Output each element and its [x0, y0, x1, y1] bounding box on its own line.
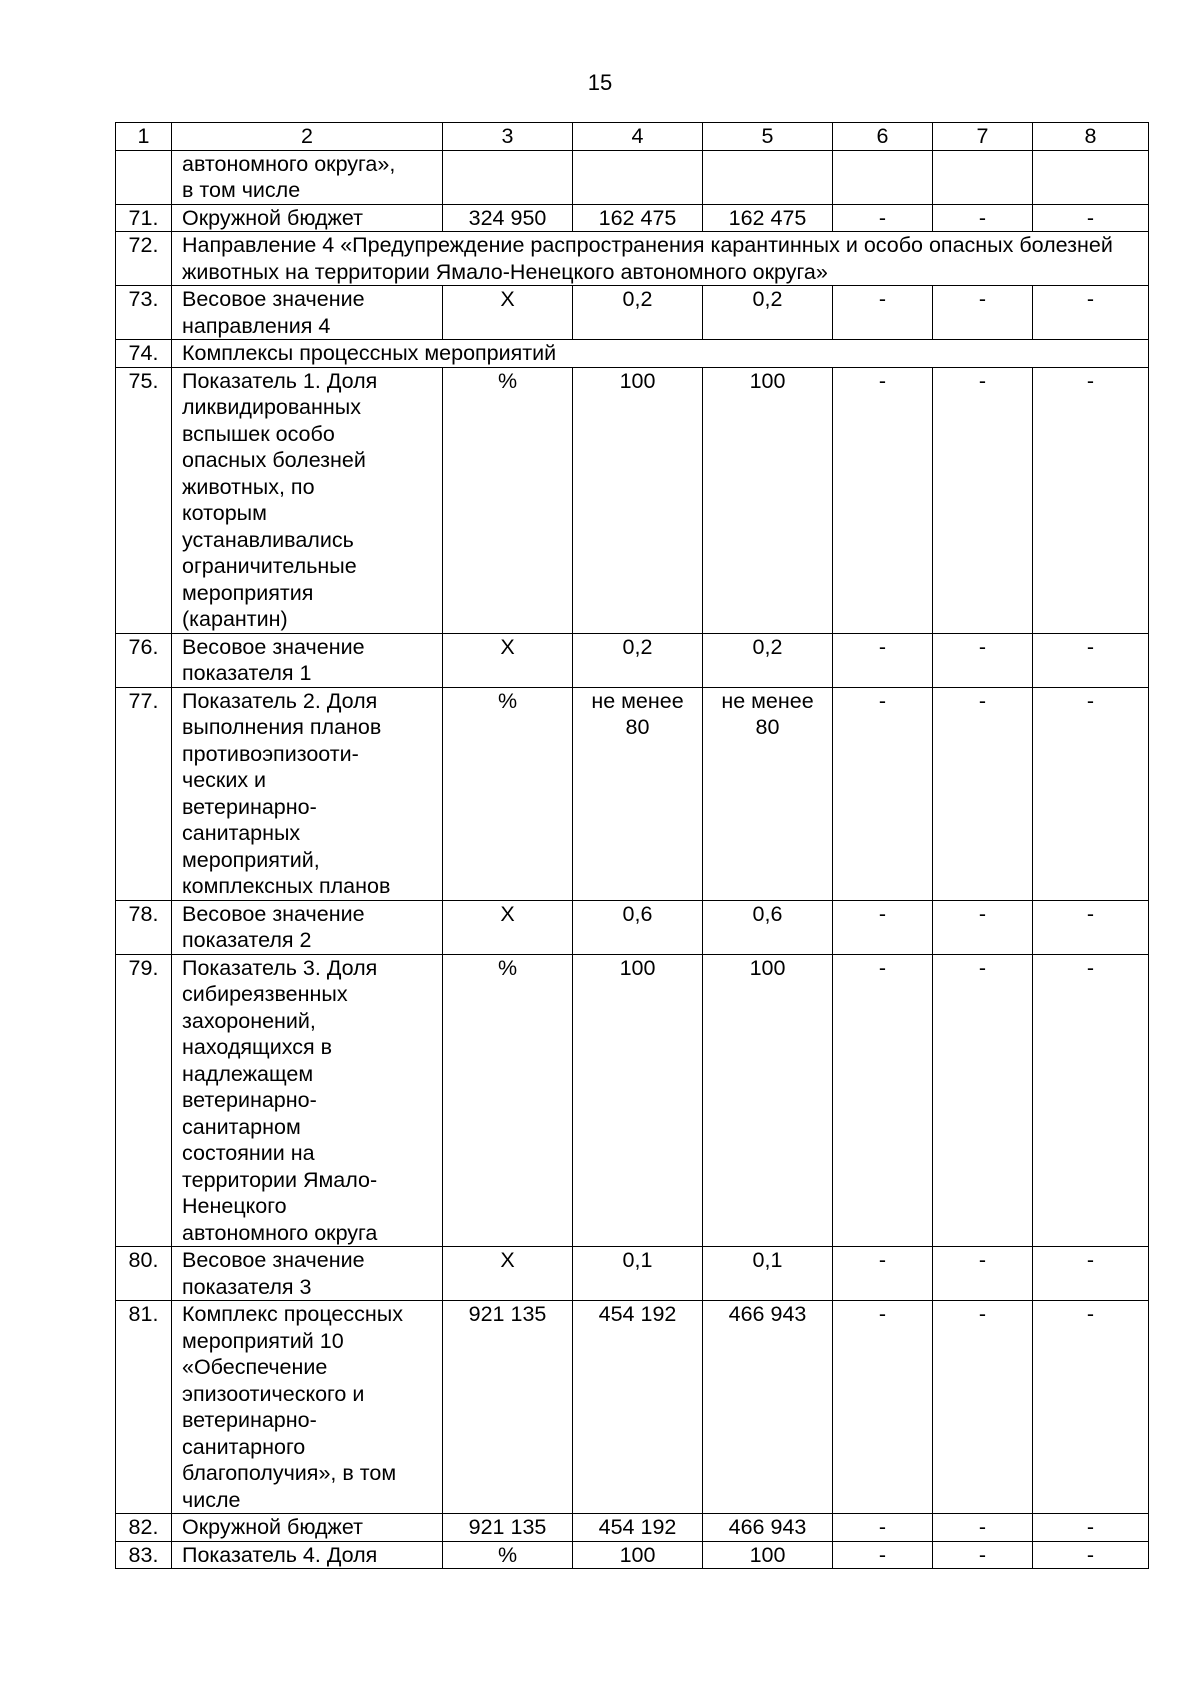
- table-row: [116, 1541, 1149, 1569]
- value-cell: [703, 150, 833, 204]
- value-cell: -: [833, 1247, 933, 1301]
- row-name: Весовое значение показателя 3: [172, 1247, 443, 1301]
- value-cell: Х: [443, 900, 573, 954]
- value-cell: не менее 80: [573, 687, 703, 900]
- row-number: 71.: [116, 204, 172, 232]
- value-cell: -: [933, 204, 1033, 232]
- row-number: 82.: [116, 1514, 172, 1542]
- table-row: [116, 1301, 1149, 1514]
- value-cell: 100: [703, 1541, 833, 1569]
- column-header: 6: [833, 123, 933, 151]
- row-name: Показатель 3. Доля сибиреязвенных захоронений, находящихся в надлежащем ветеринарно- санитарном состоянии на территории Ямало- Ненецкого автономного округа: [172, 954, 443, 1247]
- row-number: 79.: [116, 954, 172, 1247]
- value-cell: -: [933, 1541, 1033, 1569]
- row-number: 77.: [116, 687, 172, 900]
- column-header: 4: [573, 123, 703, 151]
- value-cell: 0,2: [703, 633, 833, 687]
- value-cell: не менее 80: [703, 687, 833, 900]
- value-cell: Х: [443, 1247, 573, 1301]
- value-cell: -: [933, 1301, 1033, 1514]
- row-number: 83.: [116, 1541, 172, 1569]
- value-cell: [833, 150, 933, 204]
- value-cell: 100: [703, 367, 833, 633]
- value-cell: -: [933, 900, 1033, 954]
- value-cell: 466 943: [703, 1301, 833, 1514]
- row-name: Весовое значение показателя 1: [172, 633, 443, 687]
- table-row: [116, 954, 1149, 1247]
- column-header: 2: [172, 123, 443, 151]
- row-name: Окружной бюджет: [172, 204, 443, 232]
- value-cell: -: [1033, 367, 1149, 633]
- value-cell: 100: [703, 954, 833, 1247]
- value-cell: 100: [573, 367, 703, 633]
- row-name: Весовое значение показателя 2: [172, 900, 443, 954]
- row-number: 80.: [116, 1247, 172, 1301]
- value-cell: 100: [573, 1541, 703, 1569]
- table-header-row: [116, 123, 1149, 151]
- section-heading: Комплексы процессных мероприятий: [172, 340, 1149, 368]
- value-cell: -: [933, 286, 1033, 340]
- value-cell: -: [833, 1514, 933, 1542]
- value-cell: [573, 150, 703, 204]
- value-cell: 921 135: [443, 1514, 573, 1542]
- value-cell: -: [933, 1247, 1033, 1301]
- value-cell: 0,2: [703, 286, 833, 340]
- table-row: [116, 150, 1149, 204]
- value-cell: -: [933, 633, 1033, 687]
- value-cell: 324 950: [443, 204, 573, 232]
- table-row: [116, 1247, 1149, 1301]
- row-number: 78.: [116, 900, 172, 954]
- row-number: [116, 150, 172, 204]
- section-heading: Направление 4 «Предупреждение распространения карантинных и особо опасных болезней животных на территории Ямало-Ненецкого автономного округа»: [172, 232, 1149, 286]
- column-header: 8: [1033, 123, 1149, 151]
- table-row: [116, 340, 1149, 368]
- value-cell: -: [1033, 1301, 1149, 1514]
- value-cell: Х: [443, 286, 573, 340]
- value-cell: -: [833, 687, 933, 900]
- row-number: 81.: [116, 1301, 172, 1514]
- value-cell: -: [833, 900, 933, 954]
- value-cell: 162 475: [703, 204, 833, 232]
- value-cell: -: [1033, 1247, 1149, 1301]
- value-cell: -: [933, 687, 1033, 900]
- value-cell: 0,1: [573, 1247, 703, 1301]
- value-cell: 0,6: [703, 900, 833, 954]
- row-name: Окружной бюджет: [172, 1514, 443, 1542]
- value-cell: 162 475: [573, 204, 703, 232]
- value-cell: 454 192: [573, 1514, 703, 1542]
- value-cell: -: [933, 954, 1033, 1247]
- column-header: 1: [116, 123, 172, 151]
- value-cell: -: [1033, 204, 1149, 232]
- value-cell: -: [933, 1514, 1033, 1542]
- row-number: 73.: [116, 286, 172, 340]
- table-row: [116, 286, 1149, 340]
- row-name: Показатель 4. Доля: [172, 1541, 443, 1569]
- value-cell: 0,6: [573, 900, 703, 954]
- column-header: 3: [443, 123, 573, 151]
- value-cell: 921 135: [443, 1301, 573, 1514]
- table-row: [116, 900, 1149, 954]
- column-header: 5: [703, 123, 833, 151]
- value-cell: -: [1033, 633, 1149, 687]
- row-number: 76.: [116, 633, 172, 687]
- value-cell: -: [1033, 687, 1149, 900]
- value-cell: -: [1033, 1541, 1149, 1569]
- table-row: [116, 687, 1149, 900]
- value-cell: %: [443, 1541, 573, 1569]
- table-row: [116, 1514, 1149, 1542]
- row-number: 74.: [116, 340, 172, 368]
- value-cell: -: [1033, 286, 1149, 340]
- value-cell: Х: [443, 633, 573, 687]
- value-cell: %: [443, 954, 573, 1247]
- value-cell: %: [443, 367, 573, 633]
- value-cell: 466 943: [703, 1514, 833, 1542]
- value-cell: 0,1: [703, 1247, 833, 1301]
- table-row: [116, 633, 1149, 687]
- value-cell: -: [833, 1541, 933, 1569]
- value-cell: 454 192: [573, 1301, 703, 1514]
- table-row: [116, 232, 1149, 286]
- value-cell: [1033, 150, 1149, 204]
- row-name: Комплекс процессных мероприятий 10 «Обеспечение эпизоотического и ветеринарно- санитарного благополучия», в том числе: [172, 1301, 443, 1514]
- data-table: [115, 122, 1149, 1569]
- value-cell: [933, 150, 1033, 204]
- value-cell: -: [833, 954, 933, 1247]
- row-name: автономного округа», в том числе: [172, 150, 443, 204]
- value-cell: -: [1033, 900, 1149, 954]
- row-name: Весовое значение направления 4: [172, 286, 443, 340]
- value-cell: -: [833, 1301, 933, 1514]
- row-number: 75.: [116, 367, 172, 633]
- value-cell: -: [933, 367, 1033, 633]
- row-name: Показатель 1. Доля ликвидированных вспышек особо опасных болезней животных, по которым устанавливались ограничительные мероприятия (карантин): [172, 367, 443, 633]
- value-cell: -: [833, 204, 933, 232]
- column-header: 7: [933, 123, 1033, 151]
- value-cell: [443, 150, 573, 204]
- value-cell: 0,2: [573, 633, 703, 687]
- table-row: [116, 367, 1149, 633]
- value-cell: -: [1033, 954, 1149, 1247]
- value-cell: 0,2: [573, 286, 703, 340]
- value-cell: -: [833, 286, 933, 340]
- page-number: 15: [587, 70, 613, 95]
- row-number: 72.: [116, 232, 172, 286]
- value-cell: -: [833, 633, 933, 687]
- value-cell: 100: [573, 954, 703, 1247]
- value-cell: -: [1033, 1514, 1149, 1542]
- table-row: [116, 204, 1149, 232]
- value-cell: -: [833, 367, 933, 633]
- value-cell: %: [443, 687, 573, 900]
- row-name: Показатель 2. Доля выполнения планов противоэпизооти- ческих и ветеринарно- санитарных мероприятий, комплексных планов: [172, 687, 443, 900]
